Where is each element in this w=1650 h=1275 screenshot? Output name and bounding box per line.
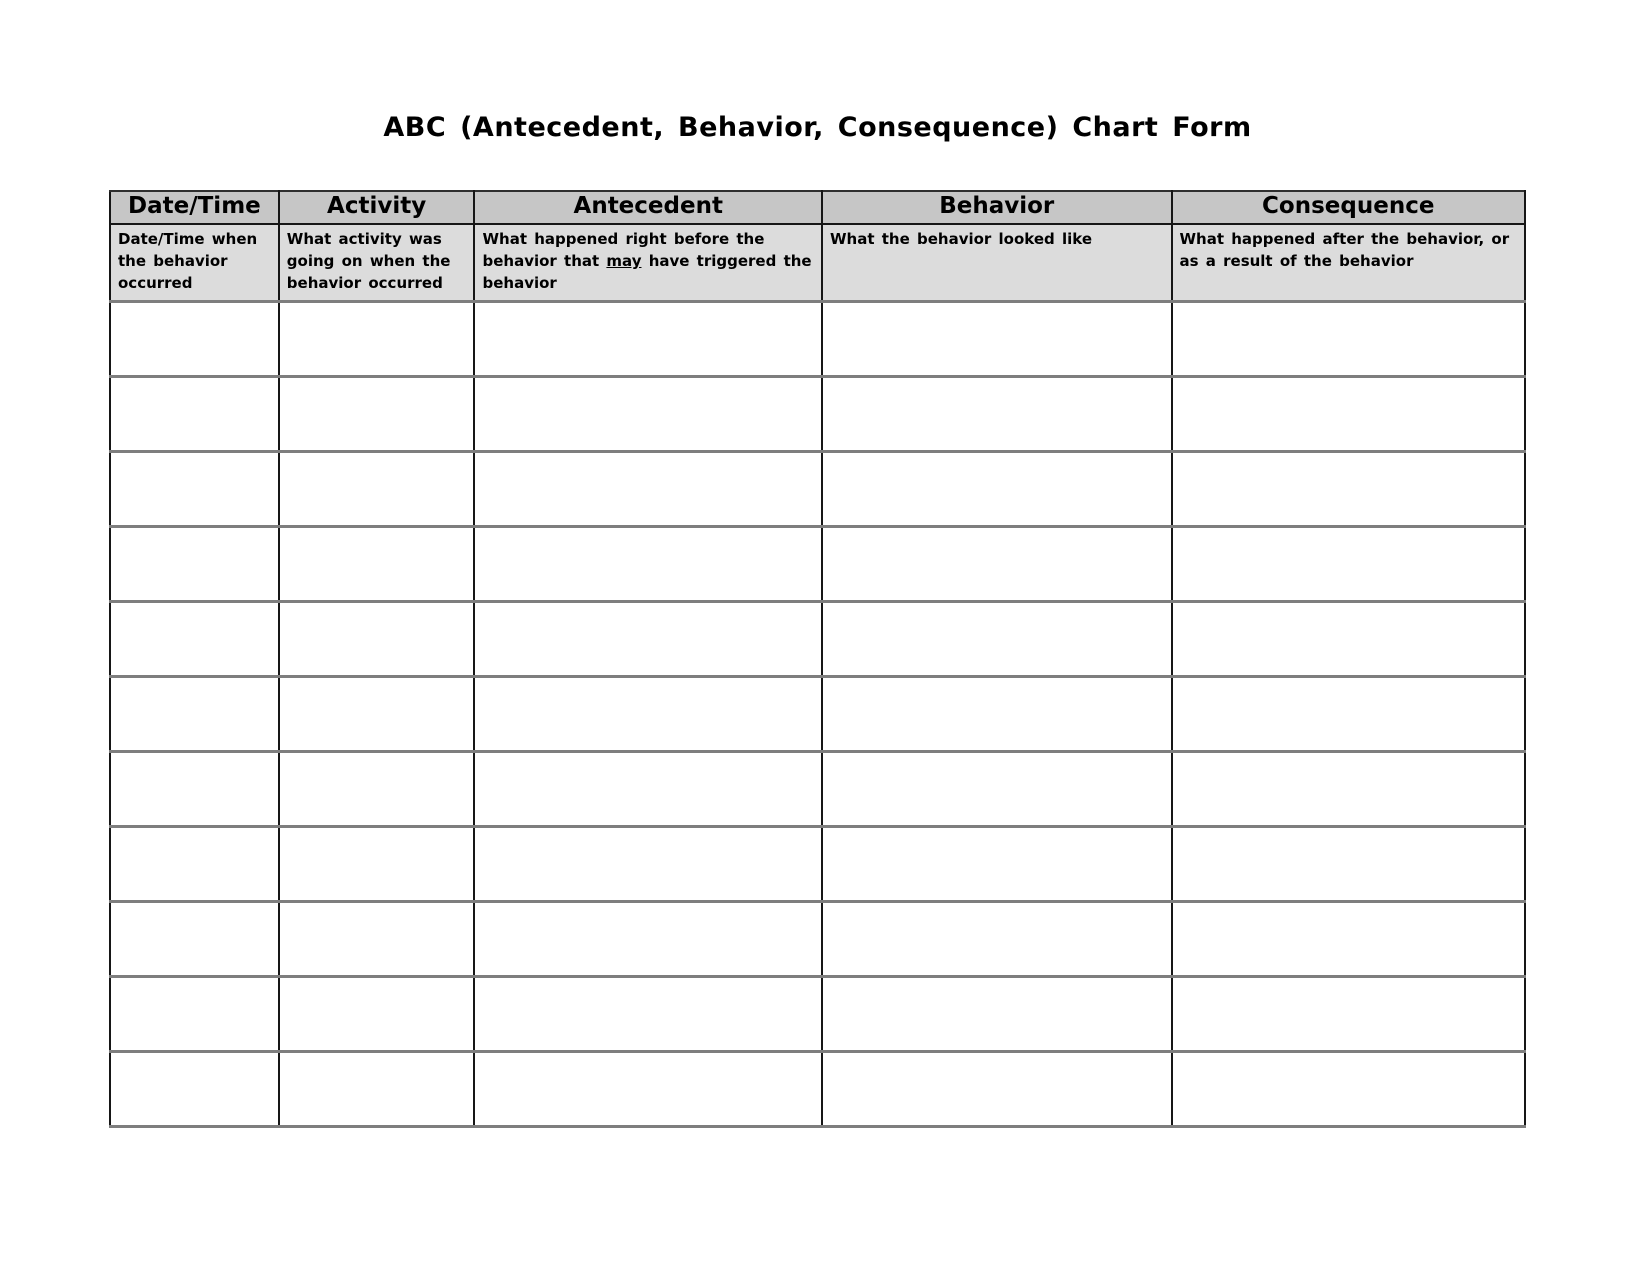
empty-cell (474, 377, 822, 452)
empty-cell (279, 452, 475, 527)
empty-cell (474, 827, 822, 902)
empty-cell (1172, 977, 1526, 1052)
empty-cell (1172, 527, 1526, 602)
antecedent-description-suffix: have triggered the behavior (482, 252, 812, 293)
empty-cell (1172, 827, 1526, 902)
empty-cell (822, 452, 1172, 527)
column-description-date-time: Date/Time when the behavior occurred (110, 224, 279, 302)
empty-cell (822, 752, 1172, 827)
empty-cell (279, 602, 475, 677)
column-header-activity: Activity (279, 191, 475, 224)
empty-cell (110, 527, 279, 602)
empty-cell (474, 602, 822, 677)
empty-cell (279, 1052, 475, 1127)
empty-row (110, 302, 1525, 377)
empty-row (110, 827, 1525, 902)
empty-cell (1172, 602, 1526, 677)
empty-cell (110, 677, 279, 752)
empty-rows (110, 302, 1525, 1127)
empty-cell (1172, 377, 1526, 452)
empty-cell (1172, 902, 1526, 977)
empty-cell (279, 677, 475, 752)
antecedent-description-underlined-word: may (606, 252, 642, 271)
empty-cell (279, 377, 475, 452)
empty-cell (1172, 1052, 1526, 1127)
empty-cell (279, 902, 475, 977)
column-description-consequence: What happened after the behavior, or as a result of the behavior (1172, 224, 1526, 302)
column-header-behavior: Behavior (822, 191, 1172, 224)
empty-row (110, 527, 1525, 602)
empty-cell (1172, 302, 1526, 377)
empty-cell (110, 902, 279, 977)
description-row (110, 224, 1525, 302)
empty-cell (110, 752, 279, 827)
empty-cell (110, 602, 279, 677)
empty-row (110, 377, 1525, 452)
empty-row (110, 752, 1525, 827)
empty-cell (474, 452, 822, 527)
form-title: ABC (Antecedent, Behavior, Consequence) Chart Form (383, 112, 1252, 143)
empty-cell (474, 977, 822, 1052)
antecedent-description-prefix: What happened right before the behavior that (482, 230, 765, 271)
empty-cell (110, 827, 279, 902)
empty-cell (822, 302, 1172, 377)
abc-chart-table (109, 190, 1526, 1128)
empty-cell (279, 827, 475, 902)
empty-cell (822, 527, 1172, 602)
empty-cell (1172, 452, 1526, 527)
empty-row (110, 602, 1525, 677)
header-row (110, 191, 1525, 224)
empty-row (110, 902, 1525, 977)
empty-row (110, 677, 1525, 752)
empty-cell (279, 302, 475, 377)
empty-cell (822, 977, 1172, 1052)
empty-cell (474, 902, 822, 977)
empty-row (110, 1052, 1525, 1127)
empty-cell (110, 302, 279, 377)
column-header-date-time: Date/Time (110, 191, 279, 224)
empty-cell (474, 1052, 822, 1127)
empty-cell (110, 1052, 279, 1127)
empty-cell (822, 377, 1172, 452)
column-header-antecedent: Antecedent (474, 191, 822, 224)
column-description-behavior: What the behavior looked like (822, 224, 1172, 302)
empty-cell (110, 452, 279, 527)
column-header-consequence: Consequence (1172, 191, 1526, 224)
column-description-activity: What activity was going on when the behavior occurred (279, 224, 475, 302)
empty-cell (279, 527, 475, 602)
empty-cell (1172, 677, 1526, 752)
empty-cell (474, 302, 822, 377)
empty-cell (1172, 752, 1526, 827)
empty-cell (474, 677, 822, 752)
empty-cell (822, 677, 1172, 752)
empty-cell (279, 752, 475, 827)
column-description-antecedent (474, 224, 822, 302)
empty-cell (110, 377, 279, 452)
empty-cell (822, 902, 1172, 977)
empty-cell (474, 527, 822, 602)
empty-cell (110, 977, 279, 1052)
empty-cell (474, 752, 822, 827)
empty-row (110, 977, 1525, 1052)
empty-row (110, 452, 1525, 527)
empty-cell (279, 977, 475, 1052)
empty-cell (822, 827, 1172, 902)
empty-cell (822, 1052, 1172, 1127)
empty-cell (822, 602, 1172, 677)
